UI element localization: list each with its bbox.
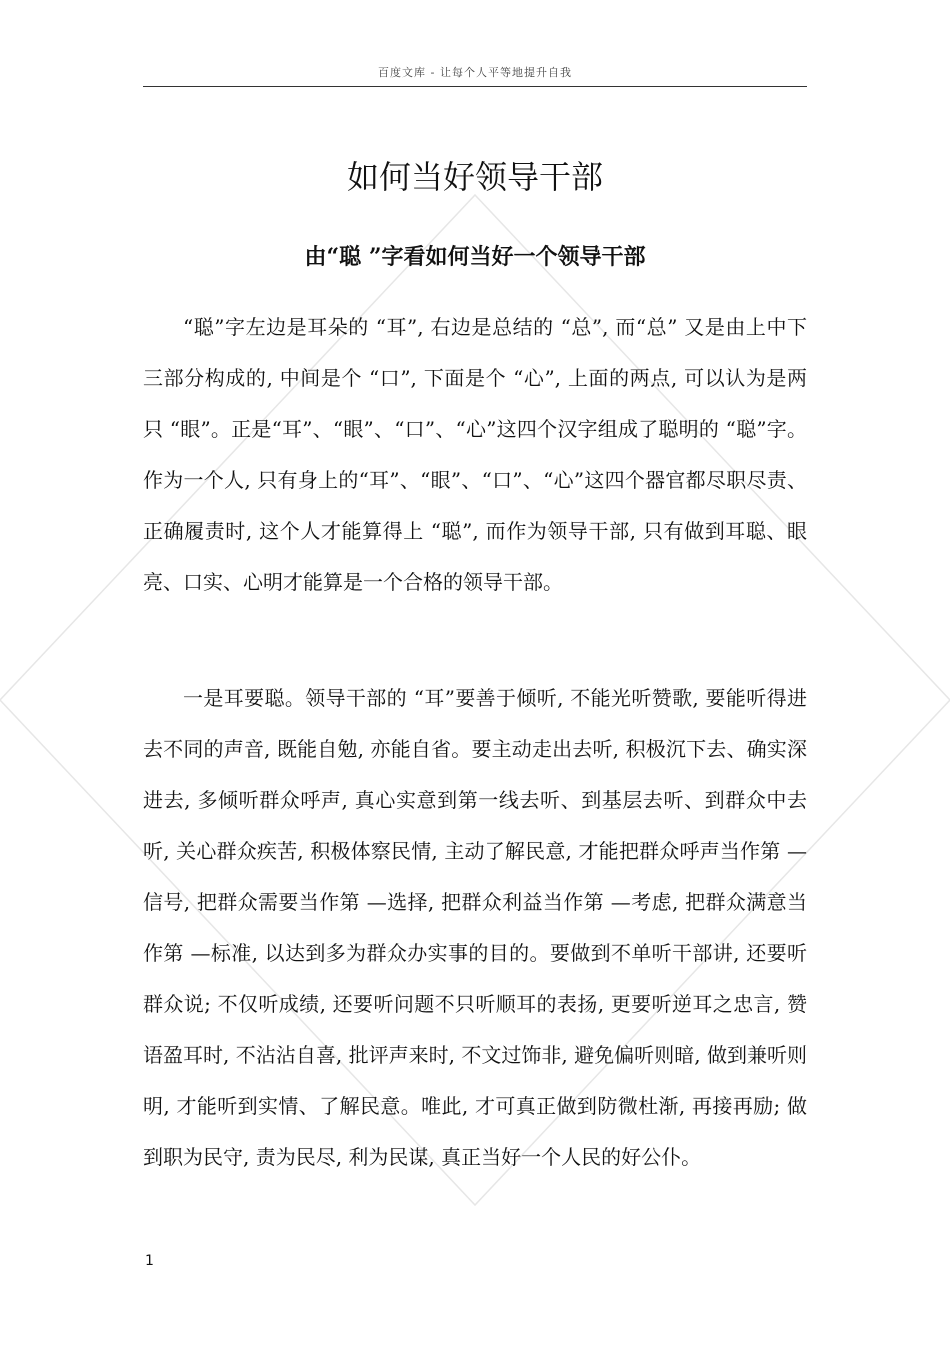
paragraph-1: “聪”字左边是耳朵的 “耳”, 右边是总结的 “总”, 而“总” 又是由上中下三部分构成的, 中间是个 “口”, 下面是个 “心”, 上面的两点, 可以认为是两只 “眼”。正是“耳”、“眼”、“口”、“心”这四个汉字组成了聪明的 “聪”字。作为一个人, 只有身上的“耳”、“眼”、“口”、“心”这四个器官都尽职尽责、正确履责时, 这个人才能算得上 “聪”, 而作为领导干部, 只有做到耳聪、眼亮、口实、心明才能算是一个合格的领导干部。 — [143, 315, 807, 594]
page-header: 百度文库 - 让每个人平等地提升自我 — [378, 66, 572, 79]
page-number: 1 — [145, 1253, 154, 1269]
document-title: 如何当好领导干部 — [346, 158, 603, 196]
document-subtitle: 由“聪 ”字看如何当好一个领导干部 — [304, 244, 646, 270]
header-divider — [143, 86, 807, 87]
paragraph-2: 一是耳要聪。领导干部的 “耳”要善于倾听, 不能光听赞歌, 要能听得进去不同的声音, 既能自勉, 亦能自省。要主动走出去听, 积极沉下去、确实深进去, 多倾听群众呼声, 真心实意到第一线去听、到基层去听、到群众中去听, 关心群众疾苦, 积极体察民情, 主动了解民意, 才能把群众呼声当作第 —信号, 把群众需要当作第 —选择, 把群众利益当作第 —考虑, 把群众满意当作第 —标准, 以达到多为群众办实事的目的。要做到不单听干部讲, 还要听群众说; 不仅听成绩, 还要听问题不只听顺耳的表扬, 更要听逆耳之忠言, 赞语盈耳时, 不沾沾自喜, 批评声来时, 不文过饰非, 避免偏听则暗, 做到兼听则明, 才能听到实情、了解民意。唯此, 才可真正做到防微杜渐, 再接再励; 做到职为民守, 责为民尽, 利为民谋, 真正当好一个人民的好公仆。 — [143, 686, 807, 1169]
